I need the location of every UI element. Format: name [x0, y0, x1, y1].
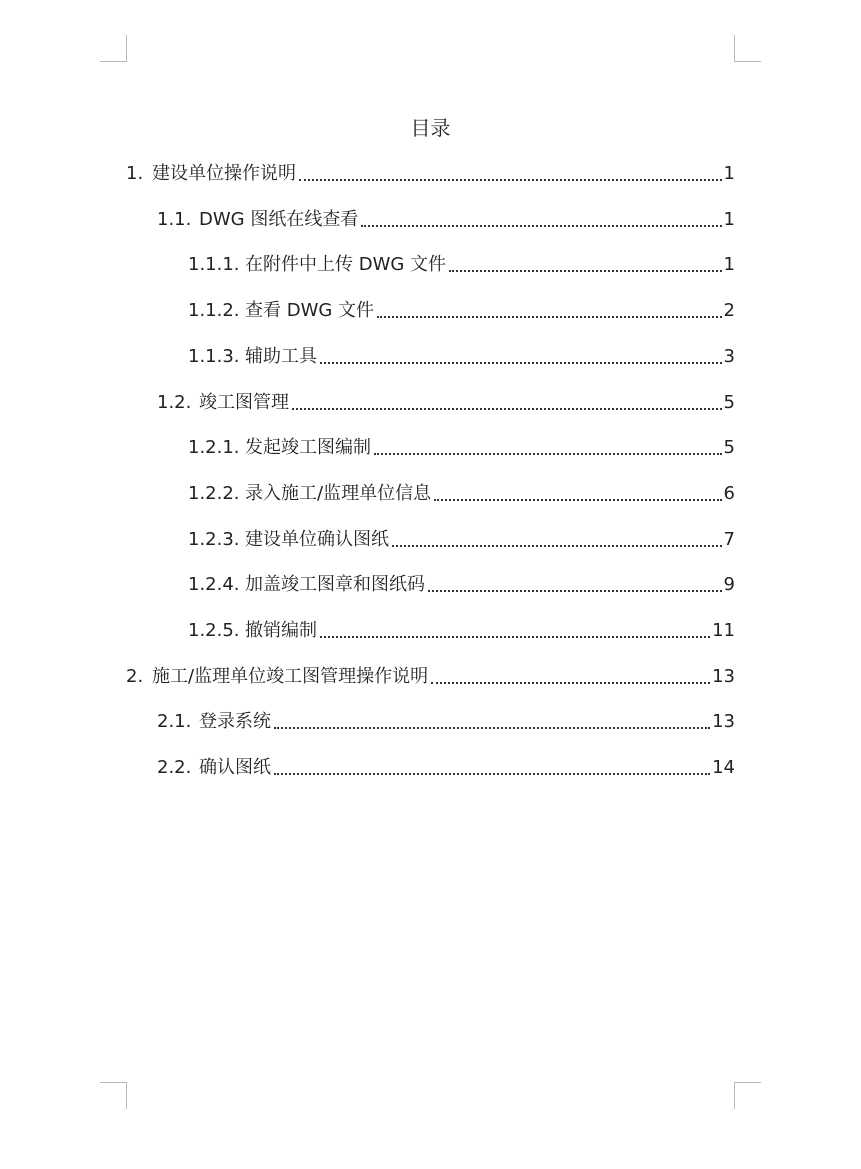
page-corner-mark-top-right [734, 35, 761, 62]
toc-entry[interactable] [157, 709, 735, 735]
toc-dot-leader [377, 316, 721, 318]
toc-entry-number: 1.2.3. [188, 529, 240, 550]
toc-entry-number: 2.1. [157, 711, 192, 732]
toc-entry[interactable] [157, 390, 735, 416]
toc-dot-leader [434, 499, 721, 501]
toc-entry-page-number: 1 [723, 163, 735, 184]
toc-entry-page-number: 5 [723, 437, 735, 458]
toc-entry-page-number: 5 [723, 392, 735, 413]
toc-entry-text: 撤销编制 [245, 620, 317, 641]
toc-entry-page-number: 13 [712, 666, 735, 687]
toc-dot-leader [320, 362, 722, 364]
toc-entry-number: 2. [126, 666, 144, 687]
page-corner-mark-bottom-right [734, 1082, 761, 1109]
toc-entry[interactable] [157, 755, 735, 781]
page-corner-mark-top-left [100, 35, 127, 62]
toc-entry[interactable] [188, 527, 735, 553]
toc-entry-page-number: 2 [723, 300, 735, 321]
toc-dot-leader [274, 773, 710, 775]
toc-entry-text: 发起竣工图编制 [245, 437, 371, 458]
toc-dot-leader [274, 727, 710, 729]
toc-entry-text: 辅助工具 [245, 346, 317, 367]
toc-entry[interactable] [188, 298, 735, 324]
toc-entry[interactable] [188, 618, 735, 644]
toc-entry-page-number: 6 [723, 483, 735, 504]
toc-entry-number: 1.2.4. [188, 574, 240, 595]
toc-entry-number: 1.1.1. [188, 254, 240, 275]
toc-entry[interactable] [157, 207, 735, 233]
toc-title: 目录 [410, 116, 451, 140]
toc-dot-leader [392, 545, 722, 547]
toc-entry-number: 1.1.3. [188, 346, 240, 367]
toc-entry-text: 在附件中上传 DWG 文件 [245, 254, 447, 275]
toc-entry[interactable] [188, 252, 735, 278]
toc-entry-text: 加盖竣工图章和图纸码 [245, 574, 425, 595]
toc-entry-page-number: 14 [712, 757, 735, 778]
toc-dot-leader [299, 179, 722, 181]
toc-dot-leader [361, 225, 721, 227]
toc-entry-text: 录入施工/监理单位信息 [245, 483, 432, 504]
toc-entry[interactable] [188, 572, 735, 598]
toc-entry-number: 1.2.2. [188, 483, 240, 504]
toc-entry-page-number: 11 [712, 620, 735, 641]
toc-entry-text: 确认图纸 [199, 757, 271, 778]
toc-entry-page-number: 9 [723, 574, 735, 595]
toc-entry-page-number: 3 [723, 346, 735, 367]
toc-dot-leader [431, 682, 710, 684]
toc-dot-leader [292, 408, 722, 410]
toc-dot-leader [449, 270, 721, 272]
toc-entry-number: 1.1. [157, 209, 192, 230]
toc-entry-number: 1.2. [157, 392, 192, 413]
toc-entry-text: 建设单位操作说明 [152, 163, 296, 184]
toc-entry[interactable] [188, 481, 735, 507]
toc-entry-page-number: 1 [723, 209, 735, 230]
toc-entry[interactable] [188, 435, 735, 461]
page-corner-mark-bottom-left [100, 1082, 127, 1109]
toc-entry-number: 1. [126, 163, 144, 184]
toc-entry-text: 登录系统 [199, 711, 271, 732]
toc-entry-text: 建设单位确认图纸 [245, 529, 389, 550]
toc-dot-leader [374, 453, 722, 455]
toc-entry-text: 查看 DWG 文件 [245, 300, 375, 321]
toc-entry[interactable] [126, 664, 735, 690]
toc-dot-leader [320, 636, 710, 638]
toc-entry-text: 竣工图管理 [199, 392, 289, 413]
toc-entry-text: DWG 图纸在线查看 [199, 209, 359, 230]
toc-entry-number: 1.2.1. [188, 437, 240, 458]
toc-entry-page-number: 7 [723, 529, 735, 550]
toc-dot-leader [428, 590, 722, 592]
toc-entry-text: 施工/监理单位竣工图管理操作说明 [152, 666, 429, 687]
toc-entry-number: 1.1.2. [188, 300, 240, 321]
toc-entry-number: 2.2. [157, 757, 192, 778]
toc-entry-number: 1.2.5. [188, 620, 240, 641]
toc-entry[interactable] [126, 161, 735, 187]
toc-entry[interactable] [188, 344, 735, 370]
toc-entry-page-number: 1 [723, 254, 735, 275]
toc-entry-page-number: 13 [712, 711, 735, 732]
